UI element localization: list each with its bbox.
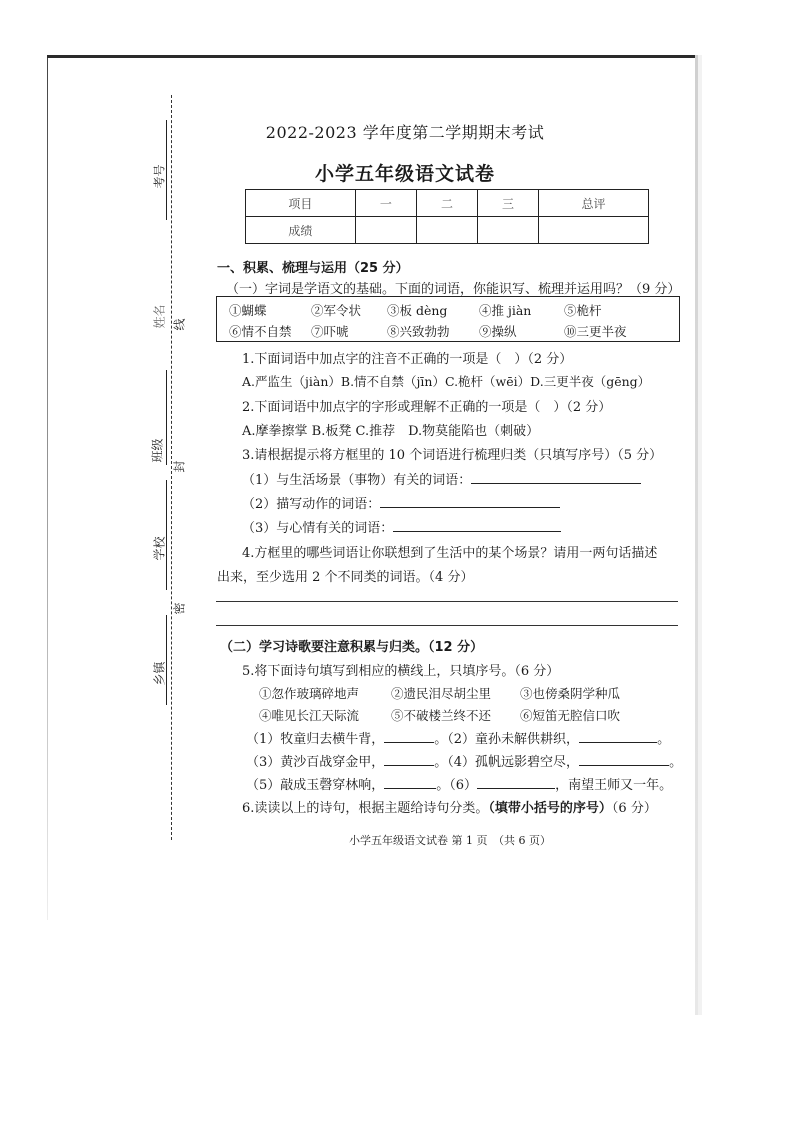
answer-line[interactable] [216,601,678,602]
poem-line-3a: （5）敲成玉磬穿林响， [246,778,385,793]
score-cell-empty[interactable] [416,217,477,244]
word-item: ⑧兴致勃勃 [387,324,450,339]
poem-option: ⑤不破楼兰终不还 [391,708,492,723]
seal-mi-label: 密 [172,602,187,615]
class-blank-line [166,370,167,465]
poem-line-1a: （1）牧童归去横牛背， [246,732,385,747]
question-4-line-1: 4.方框里的哪些词语让你联想到了生活中的某个场景？请用一两句话描述 [242,546,658,561]
question-3-part-3 [242,517,561,536]
answer-blank[interactable] [384,776,436,789]
town-blank-line [166,615,167,705]
poem-option: ③也傍桑阴学种瓜 [520,686,621,701]
section1-heading: 一、积累、梳理与运用（25 分） [217,261,409,276]
question-3-part-2-label: （2）描写动作的词语： [242,497,381,512]
end-mark: 。 [657,732,671,747]
name-label: 姓名 [152,304,167,329]
poem-option: ②遗民泪尽胡尘里 [391,686,492,701]
question-4-line-2: 出来，至少选用 2 个不同类的词语。（4 分） [217,570,474,585]
score-cell-empty[interactable] [539,217,649,244]
word-item: ①蝴蝶 [229,303,267,318]
poem-option: ⑥短笛无腔信口吹 [520,708,621,723]
score-cell-item: 项目 [246,190,356,217]
answer-blank[interactable] [579,753,669,766]
score-cell-total: 总评 [539,190,649,217]
answer-line[interactable] [216,625,678,626]
poem-line-2a: （3）黄沙百战穿金甲， [246,755,385,770]
answer-blank[interactable] [393,519,561,532]
part1-instruction: （一）字词是学语文的基础。下面的词语，你能识写、梳理并运用吗？（9 分） [226,282,681,297]
word-item: ⑨操纵 [479,324,517,339]
town-label: 乡镇 [152,661,167,686]
word-item: ⑩三更半夜 [564,324,627,339]
poem-line-3 [246,774,672,793]
score-cell-label: 成绩 [246,217,356,244]
question-3-part-1-label: （1）与生活场景（事物）有关的词语： [242,473,472,488]
answer-blank[interactable] [471,471,641,484]
scan-top-edge [47,55,697,58]
scan-left-edge [47,58,48,920]
word-item: ⑥情不自禁 [229,324,292,339]
question-5: 5.将下面诗句填写到相应的横线上，只填序号。（6 分） [242,664,560,679]
seal-feng-label: 封 [172,460,187,473]
question-3-part-2 [242,493,560,512]
score-cell-part2: 二 [416,190,477,217]
word-item: ③板 dèng [387,303,448,318]
answer-blank[interactable] [380,495,560,508]
score-table-header-row [246,190,649,217]
poem-line-1 [246,728,670,747]
score-table [245,189,649,244]
answer-blank[interactable] [477,776,555,789]
poem-option: ④唯见长江天际流 [259,708,360,723]
end-mark: 。 [669,755,683,770]
question-6-text: 6.读读以上的诗句，根据主题给诗句分类。 [242,801,489,816]
word-box [216,296,680,342]
question-6-instruction: （填带小括号的序号） [488,801,612,816]
question-2-options: A.摩拳擦掌 B.板凳 C.推荐 D.物莫能陷也（刺破） [242,424,540,439]
answer-blank[interactable] [384,753,434,766]
poem-line-3b: 。（6） [436,778,478,793]
poem-line-3c: ，南望王师又一年。 [555,778,673,793]
question-1: 1.下面词语中加点字的注音不正确的一项是（ ）（2 分） [242,352,573,367]
question-3: 3.请根据提示将方框里的 10 个词语进行梳理归类（只填写序号）（5 分） [242,448,663,463]
answer-blank[interactable] [384,730,434,743]
score-table-score-row [246,217,649,244]
word-item: ②军令状 [311,303,362,318]
question-1-options: A.严监生（jiàn）B.情不自禁（jīn）C.桅杆（wēi）D.三更半夜（gēng） [242,374,651,389]
score-cell-empty[interactable] [355,217,416,244]
question-6 [242,797,657,816]
page-footer: 小学五年级语文试卷 第 1 页 （共 6 页） [349,834,551,847]
score-cell-part3: 三 [478,190,539,217]
question-6-points: （6 分） [611,801,657,816]
exam-no-label: 考号 [152,164,167,189]
answer-blank[interactable] [579,730,657,743]
score-cell-part1: 一 [355,190,416,217]
school-label: 学校 [152,536,167,561]
poem-line-2b: 。（4）孤帆远影碧空尽， [434,755,580,770]
score-cell-empty[interactable] [478,217,539,244]
question-3-part-3-label: （3）与心情有关的词语： [242,521,394,536]
word-item: ⑤桅杆 [564,303,602,318]
section2-heading: （二）学习诗歌要注意积累与归类。（12 分） [220,640,484,655]
question-2: 2.下面词语中加点字的字形或理解不正确的一项是（ ）（2 分） [242,400,612,415]
school-blank-line [166,480,167,590]
poem-option: ①忽作玻璃碎地声 [259,686,360,701]
scan-right-shadow [698,55,702,1015]
seal-line-label: 线 [172,318,187,331]
poem-line-2 [246,751,682,770]
question-3-part-1 [242,469,641,488]
word-item: ④推 jiàn [479,303,532,318]
exam-title: 2022-2023 学年度第二学期期末考试 [265,123,545,142]
word-item: ⑦吓唬 [311,324,349,339]
poem-line-1b: 。（2）童孙未解供耕织， [434,732,580,747]
exam-subtitle: 小学五年级语文试卷 [314,163,495,185]
class-label: 班级 [150,438,165,463]
